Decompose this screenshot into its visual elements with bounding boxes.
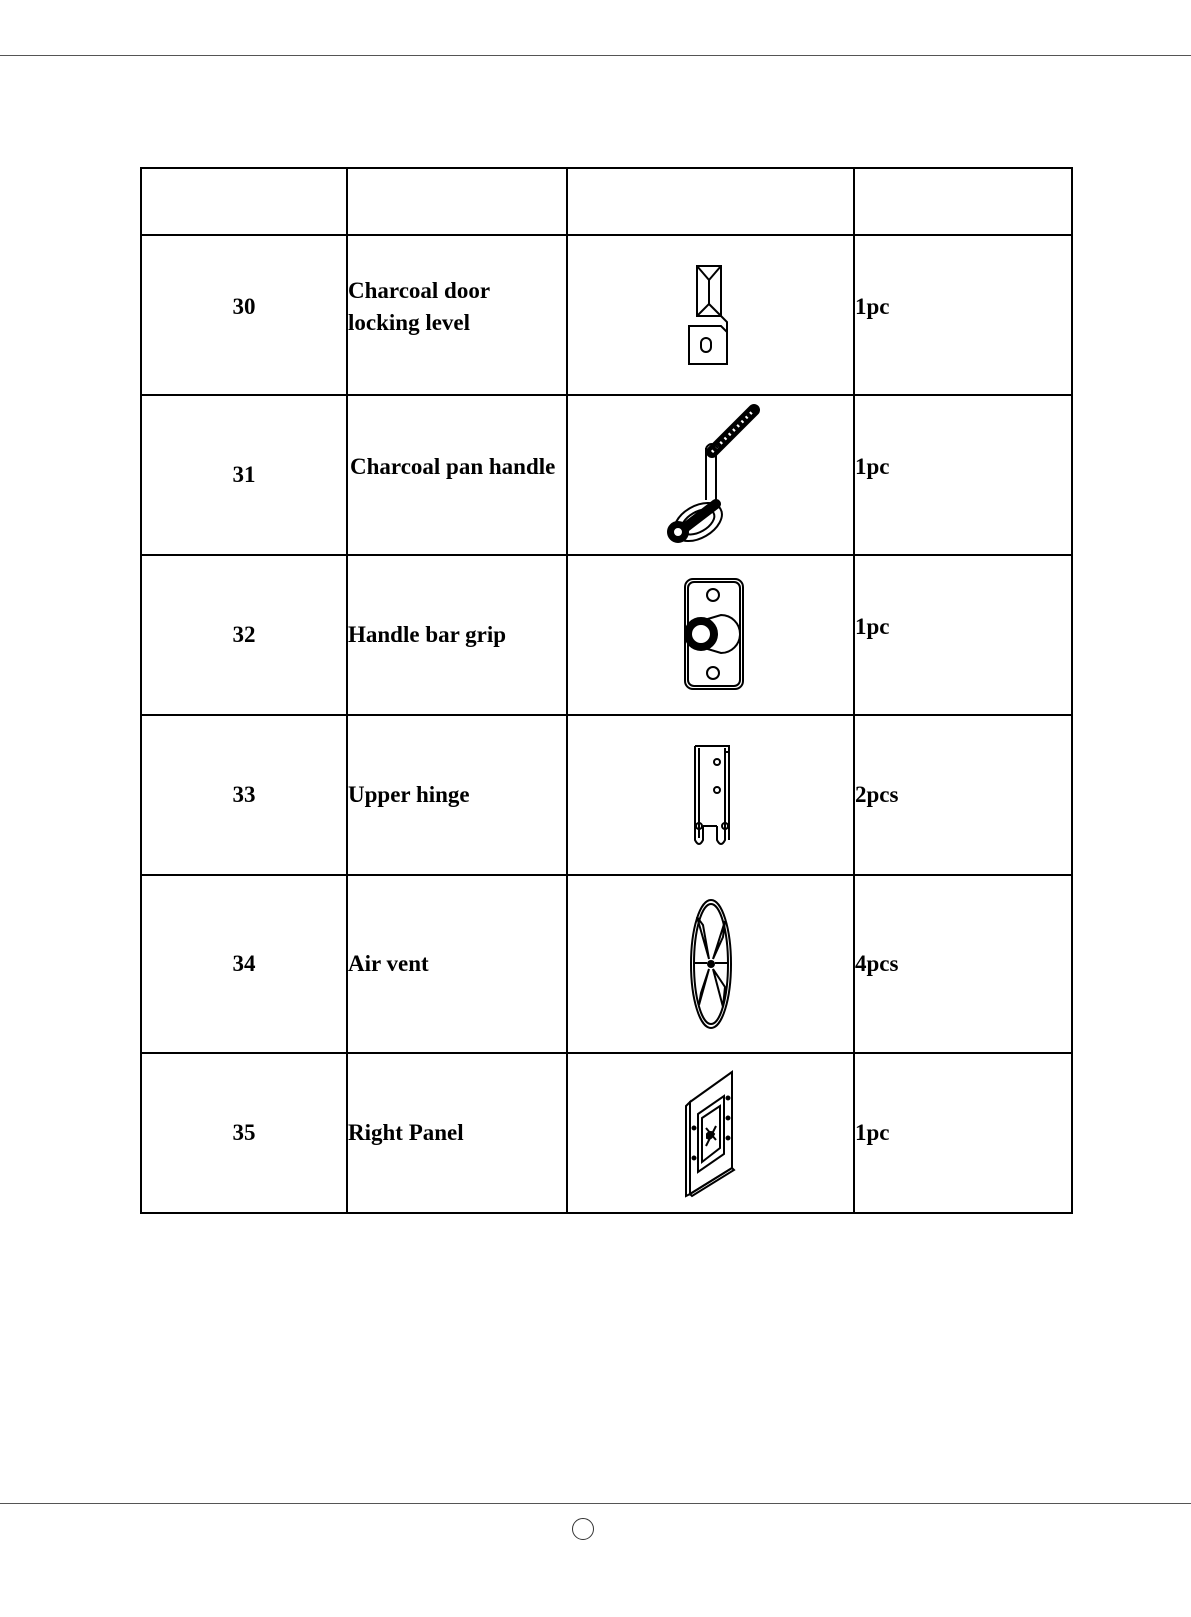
header-cell [141, 168, 347, 235]
part-quantity: 1pc [854, 1053, 1072, 1213]
table-row [141, 235, 1072, 395]
header-cell [854, 168, 1072, 235]
part-name: Charcoal pan handle [347, 395, 567, 555]
part-name: Air vent [347, 875, 567, 1053]
header-rule [0, 55, 1191, 56]
hinge-icon [681, 740, 741, 850]
side-panel-icon [676, 1068, 746, 1198]
header-cell [567, 168, 854, 235]
crank-handle-icon [656, 400, 766, 550]
part-image [567, 395, 854, 555]
header-cell [347, 168, 567, 235]
part-number: 35 [141, 1053, 347, 1213]
part-image [567, 555, 854, 715]
part-image [567, 1053, 854, 1213]
table-row [141, 1053, 1072, 1213]
grip-plate-icon [671, 575, 751, 695]
table-row [141, 715, 1072, 875]
air-vent-icon [681, 897, 741, 1031]
part-quantity: 1pc [854, 395, 1072, 555]
part-quantity: 1pc [854, 235, 1072, 395]
part-image [567, 715, 854, 875]
part-number: 30 [141, 235, 347, 395]
part-image [567, 235, 854, 395]
part-name: Handle bar grip [347, 555, 567, 715]
part-number: 31 [141, 395, 347, 555]
part-quantity: 2pcs [854, 715, 1072, 875]
part-name: Right Panel [347, 1053, 567, 1213]
table-row [141, 875, 1072, 1053]
part-quantity: 1pc [854, 555, 1072, 715]
part-quantity: 4pcs [854, 875, 1072, 1053]
part-image [567, 875, 854, 1053]
footer-rule [0, 1503, 1191, 1504]
table-row [141, 555, 1072, 715]
part-number: 34 [141, 875, 347, 1053]
table-row [141, 395, 1072, 555]
page-number-circle [572, 1518, 594, 1540]
locking-lever-icon [681, 260, 741, 370]
part-name: Charcoal door locking level [347, 235, 567, 395]
part-name: Upper hinge [347, 715, 567, 875]
table-header-row [141, 168, 1072, 235]
parts-table [140, 167, 1073, 1214]
part-number: 33 [141, 715, 347, 875]
part-number: 32 [141, 555, 347, 715]
